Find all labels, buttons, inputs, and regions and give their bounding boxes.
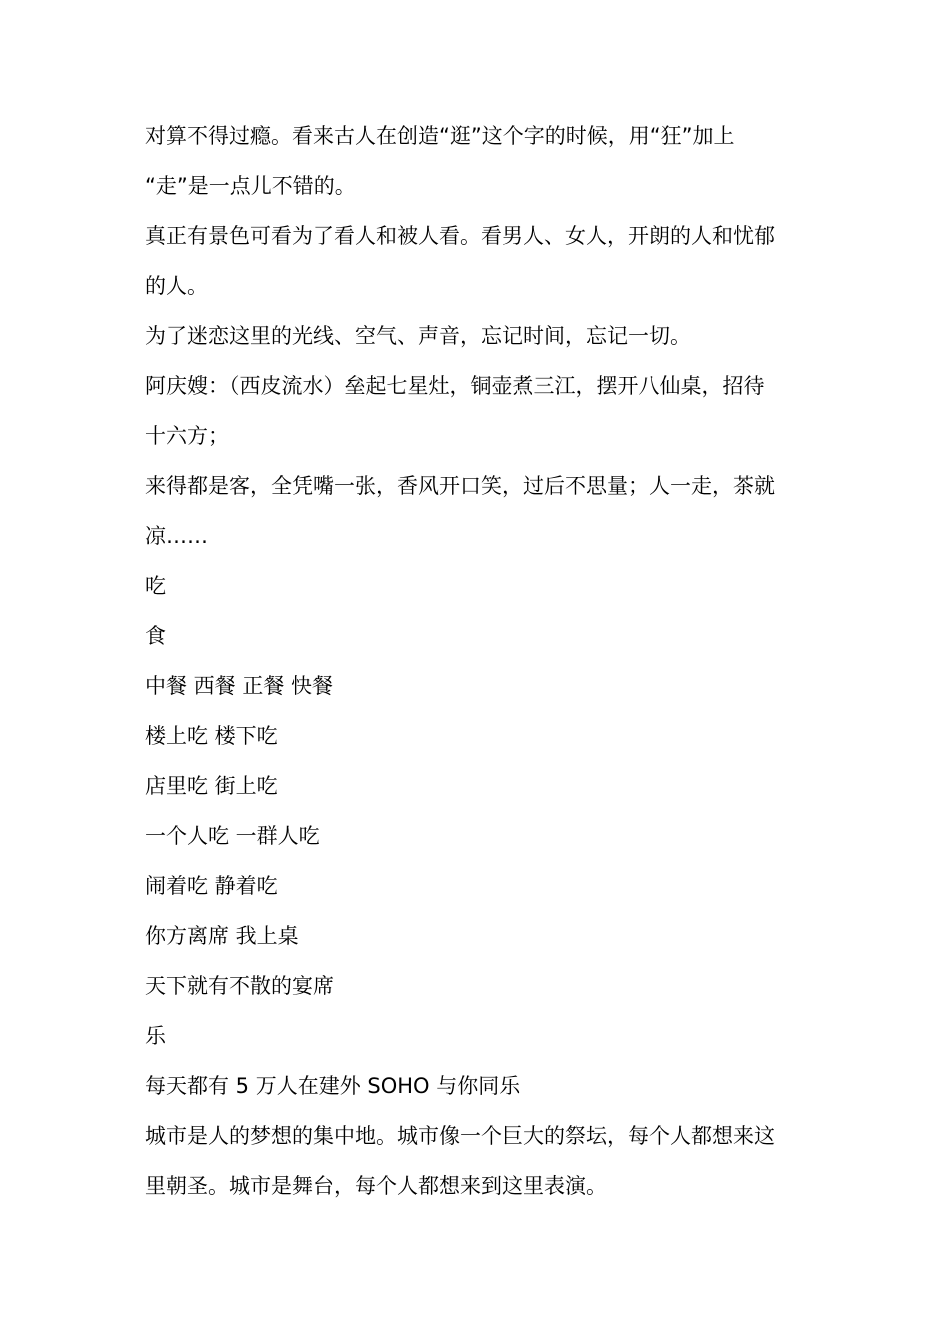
text-line: 凉…… bbox=[145, 524, 208, 548]
text-line: 中餐 西餐 正餐 快餐 bbox=[145, 674, 334, 698]
section-heading: 吃 bbox=[145, 574, 166, 598]
text-line: 每天都有 5 万人在建外 SOHO 与你同乐 bbox=[145, 1074, 521, 1098]
text-line: 真正有景色可看为了看人和被人看。看男人、女人，开朗的人和忧郁 bbox=[145, 224, 775, 248]
text-line: 店里吃 街上吃 bbox=[145, 774, 278, 798]
text-line: 十六方； bbox=[145, 424, 229, 448]
text-line: 城市是人的梦想的集中地。城市像一个巨大的祭坛，每个人都想来这 bbox=[145, 1124, 775, 1148]
text-line: 来得都是客，全凭嘴一张，香风开口笑，过后不思量；人一走，茶就 bbox=[145, 474, 775, 498]
text-line: “走”是一点儿不错的。 bbox=[145, 174, 356, 198]
text-line: 你方离席 我上桌 bbox=[145, 924, 299, 948]
text-line: 的人。 bbox=[145, 274, 208, 298]
section-heading: 食 bbox=[145, 624, 166, 648]
section-heading: 乐 bbox=[145, 1024, 166, 1048]
text-line: 一个人吃 一群人吃 bbox=[145, 824, 320, 848]
text-line: 阿庆嫂：（西皮流水）垒起七星灶，铜壶煮三江，摆开八仙桌，招待 bbox=[145, 374, 765, 398]
document-body bbox=[145, 111, 810, 1211]
text-line: 里朝圣。城市是舞台，每个人都想来到这里表演。 bbox=[145, 1174, 607, 1198]
text-line: 为了迷恋这里的光线、空气、声音，忘记时间，忘记一切。 bbox=[145, 324, 691, 348]
text-line: 楼上吃 楼下吃 bbox=[145, 724, 278, 748]
text-line: 闹着吃 静着吃 bbox=[145, 874, 278, 898]
text-line: 对算不得过瘾。看来古人在创造“逛”这个字的时候，用“狂”加上 bbox=[145, 124, 735, 148]
text-line: 天下就有不散的宴席 bbox=[145, 974, 334, 998]
